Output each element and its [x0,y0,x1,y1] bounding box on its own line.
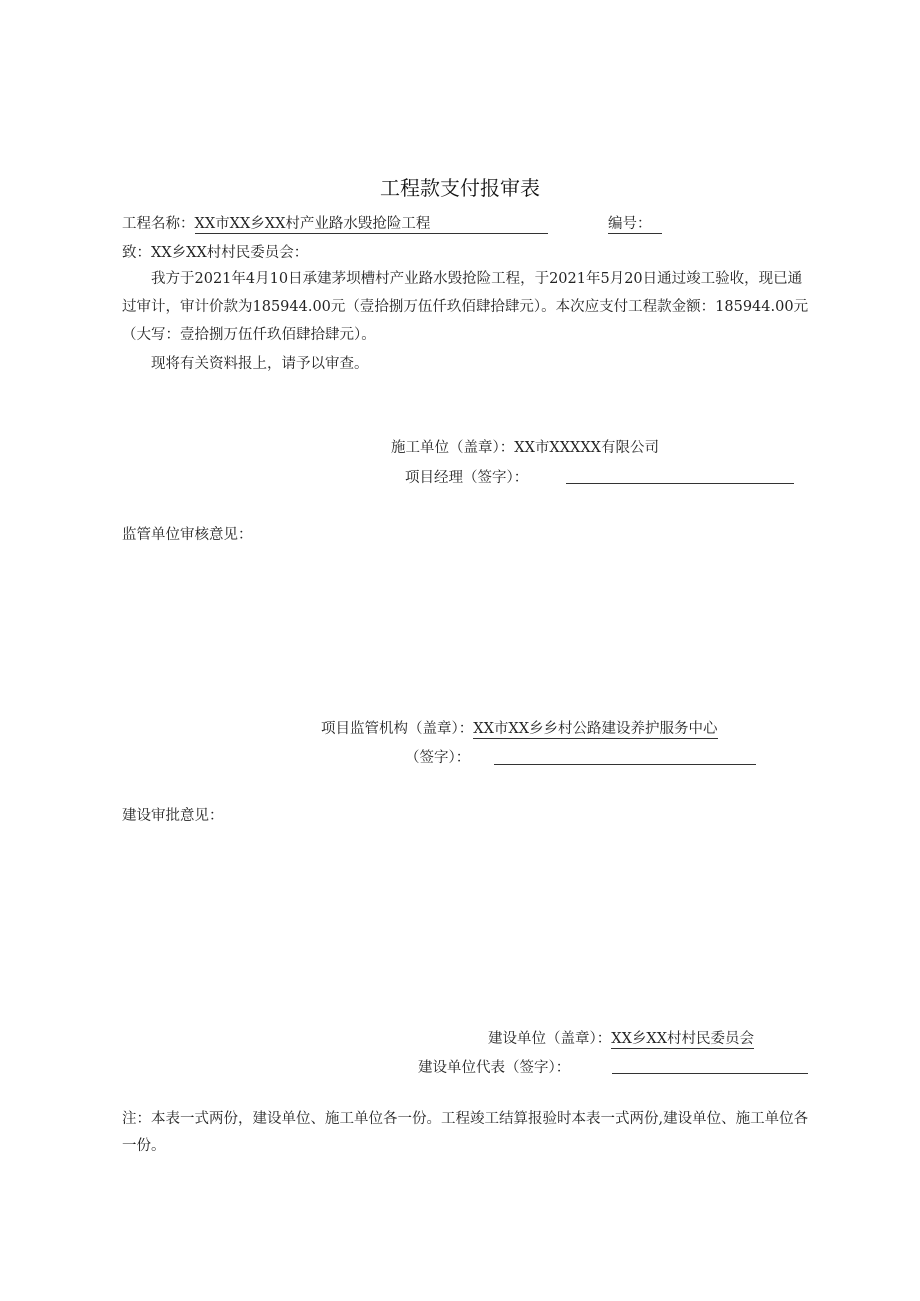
footnote: 注：本表一式两份，建设单位、施工单位各一份。工程竣工结算报验时本表一式两份,建设单位、施工单位各一份。 [122,1111,809,1154]
contractor-unit [391,438,659,458]
construction-rep-line [612,1073,808,1074]
manager-sign-line [566,483,794,484]
supervision-sign-line [494,764,756,765]
project-number-label: 编号： [608,216,662,234]
supervision-opinion-label: 监管单位审核意见： [122,527,253,543]
project-name-value: XX市XX乡XX村产业路水毁抢险工程 [195,216,549,234]
construction-unit-value: XX乡XX村村民委员会 [611,1031,755,1047]
project-number-row [608,214,662,234]
project-name-label: 工程名称： [122,216,195,232]
project-name-row [122,214,548,234]
contractor-unit-value: XX市XXXXX有限公司 [514,440,660,456]
submit-line: 现将有关资料报上，请予以审查。 [151,356,369,372]
supervision-org-value: XX市XX乡乡村公路建设养护服务中心 [473,721,718,737]
construction-unit [488,1029,754,1049]
construction-unit-label: 建设单位（盖章）： [488,1031,612,1047]
construction-opinion-label: 建设审批意见： [122,808,224,824]
page-title: 工程款支付报审表 [380,176,540,200]
body-paragraph: 我方于2021年4月10日承建茅坝槽村产业路水毁抢险工程，于2021年5月20日通过竣工验收，现已通过审计，审计价款为185944.00元（壹拾捌万伍仟玖佰肆拾肆元）。本次应支付工程款金额：185944.00元（大写：壹拾捌万伍仟玖佰肆拾肆元）。 [122,271,809,343]
supervision-org [321,719,718,739]
manager-sign-label: 项目经理（签字）： [405,470,529,486]
addressee: 致：XX乡XX村村民委员会： [122,245,309,261]
supervision-org-label: 项目监管机构（盖章）： [321,721,474,737]
supervision-sign-label: （签字）： [405,750,471,766]
contractor-unit-label: 施工单位（盖章）： [391,440,515,456]
construction-rep-label: 建设单位代表（签字）： [418,1060,571,1076]
